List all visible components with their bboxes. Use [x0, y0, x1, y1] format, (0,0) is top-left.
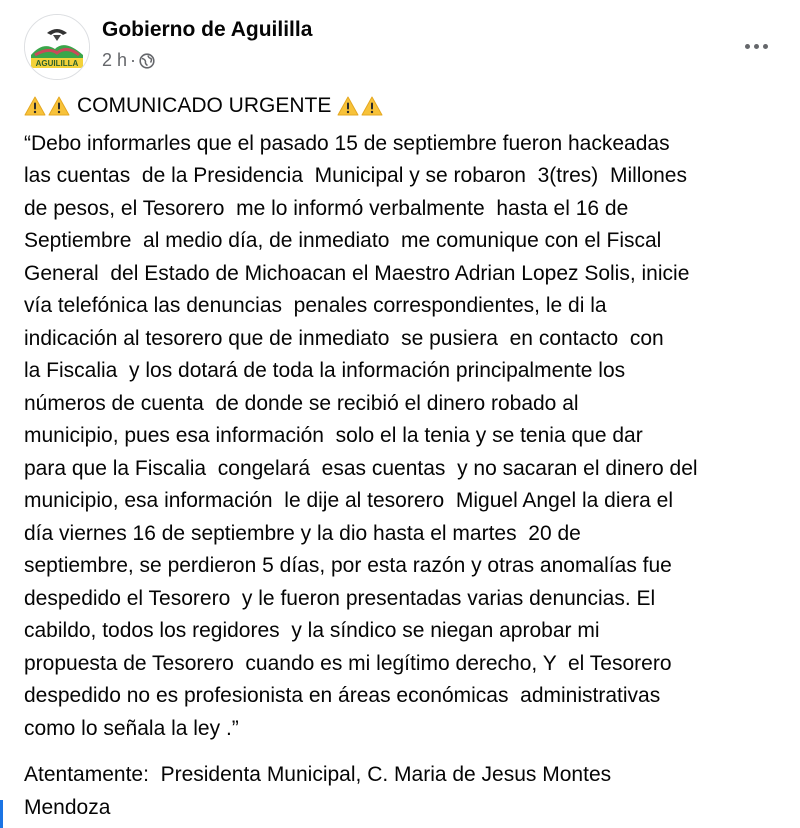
- warning-sign-icon: [337, 96, 359, 116]
- aguililla-logo-icon: [25, 15, 89, 79]
- focus-indicator: [0, 800, 3, 828]
- post-body-text: “Debo informarles que el pasado 15 de septiembre fueron hackeadas las cuentas de la Presidencia Municipal y se robaron 3(tres) Millones de pesos, el Tesorero me lo informó verbalmente hasta el 16 de Septiembre al medio día, de inmediato me comunique con el Fiscal General del Estado de Michoacan el Maestro Adrian Lopez Solis, inicie vía telefónica las denuncias penales correspondientes, le di la indicación al tesorero que de inmediato se pusiera en contacto con la Fiscalia y los dotará de toda la información principalmente los números de cuenta de donde se recibió el dinero robado al municipio, pues esa información solo el la tenia y se tenia que dar para que la Fiscalia congelará esas cuentas y no sacaran el dinero del municipio, esa información le dije al tesorero Miguel Angel la diera el día viernes 16 de septiembre y la dio hasta el martes 20 de septiembre, se perdieron 5 días, por esta razón y otras anomalías fue despedido el Tesorero y le fueron presentadas varias denuncias. El cabildo, todos los regidores y la síndico se niegan aprobar mi propuesta de Tesorero cuando es mi legítimo derecho, Y el Tesorero despedido no es profesionista en áreas económicas administrativas como lo señala la ley .”: [24, 131, 698, 740]
- post-timestamp[interactable]: 2 h: [102, 50, 128, 70]
- post-headline: [24, 90, 776, 123]
- warning-sign-icon: [24, 96, 46, 116]
- warning-sign-icon: [48, 96, 70, 116]
- post-signature: Atentamente: Presidenta Municipal, C. Maria de Jesus Montes Mendoza: [24, 763, 612, 819]
- warning-sign-icon: [361, 96, 383, 116]
- more-horizontal-icon: [745, 44, 750, 49]
- post-meta: [102, 50, 155, 71]
- svg-text:AGUILILLA: AGUILILLA: [35, 59, 79, 68]
- page-name[interactable]: Gobierno de Aguililla: [102, 18, 313, 41]
- more-dot: [754, 44, 759, 49]
- meta-separator: ·: [130, 50, 137, 70]
- globe-icon[interactable]: [139, 53, 155, 69]
- more-options-button[interactable]: [736, 28, 776, 64]
- more-dot: [763, 44, 768, 49]
- post-header: [24, 14, 776, 74]
- headline-text: COMUNICADO URGENTE: [77, 94, 332, 117]
- page-avatar[interactable]: [24, 14, 90, 80]
- post-content: [24, 90, 776, 824]
